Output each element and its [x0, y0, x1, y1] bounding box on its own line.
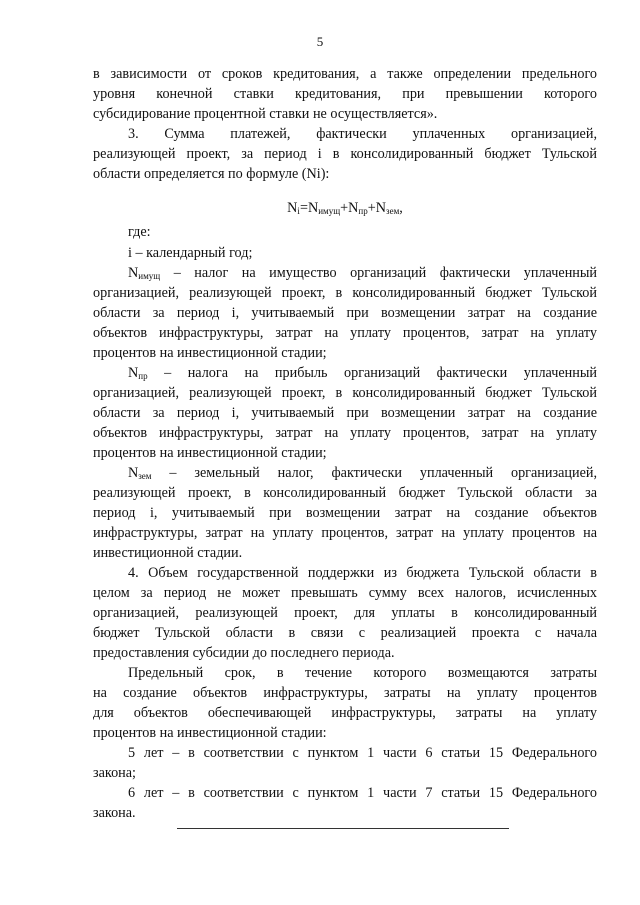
- text-line: инфраструктуры, затрат на уплату процентов, затрат на уплату процентов на: [93, 525, 597, 541]
- text-line: инвестиционной стадии.: [93, 545, 243, 561]
- text-line: 5 лет – в соответствии с пунктом 1 части 6 статьи 15 Федерального: [128, 745, 597, 761]
- text-line: реализующей проект, за период i в консолидированный бюджет Тульской: [93, 146, 597, 162]
- page-number: 5: [316, 34, 324, 49]
- text-line: Предельный срок, в течение которого возмещаются затраты: [128, 665, 597, 681]
- text-line: процентов на инвестиционной стадии;: [93, 345, 327, 361]
- text-line: 4. Объем государственной поддержки из бюджета Тульской области в: [128, 565, 597, 581]
- text-line: $N_{имущ}$ – налог на имущество организаций фактически уплаченный: [128, 265, 598, 281]
- text-line: процентов на инвестиционной стадии:: [93, 725, 327, 741]
- text-line: процентов на инвестиционной стадии;: [93, 445, 327, 461]
- text-line: где:: [128, 224, 151, 240]
- text-line: целом за период не может превышать сумму всех налогов, исчисленных: [93, 585, 597, 601]
- text-line: $N_{зем}$ – земельный налог, фактически уплаченный организацией,: [128, 465, 598, 481]
- text-line: объектов инфраструктуры, затрат на уплату процентов, затрат на уплату: [93, 425, 597, 441]
- text-line: i – календарный год;: [128, 245, 253, 261]
- text-line: предоставления субсидии до последнего периода.: [93, 645, 395, 661]
- text-line: закона;: [93, 765, 136, 781]
- text-line: для объектов обеспечивающей инфраструктуры, затраты на уплату: [93, 705, 597, 721]
- text-line: субсидирование процентной ставки не осуществляется».: [93, 106, 438, 122]
- text-line: организацией, реализующей проект, в консолидированный бюджет Тульской: [93, 285, 597, 301]
- text-line: период i, учитываемый при возмещении затрат на создание объектов: [93, 505, 597, 521]
- text-line: $N_{пр}$ – налога на прибыль организаций фактически уплаченный: [128, 365, 597, 381]
- text-line: организацией, реализующей проект, в консолидированный бюджет Тульской: [93, 385, 597, 401]
- text-line: бюджет Тульской области в связи с реализацией проекта с начала: [93, 625, 597, 641]
- text-line: закона.: [93, 805, 136, 821]
- text-line: области за период i, учитываемый при возмещении затрат на создание: [93, 305, 597, 321]
- end-rule: [177, 828, 509, 829]
- text-line: уровня конечной ставки кредитования, при превышении которого: [93, 86, 597, 102]
- text-line: реализующей проект, в консолидированный бюджет Тульской области за: [93, 485, 597, 501]
- text-line: организацией, реализующей проект, для уплаты в консолидированный: [93, 605, 597, 621]
- formula: $N_i=N_{имущ}+N_{пр}+N_{зем}$,: [287, 200, 403, 216]
- text-line: области за период i, учитываемый при возмещении затрат на создание: [93, 405, 597, 421]
- text-line: в зависимости от сроков кредитования, а также определении предельного: [93, 66, 597, 82]
- text-line: 3. Сумма платежей, фактически уплаченных организацией,: [128, 126, 597, 142]
- text-line: области определяется по формуле (Ni):: [93, 166, 330, 182]
- text-line: на создание объектов инфраструктуры, затраты на уплату процентов: [93, 685, 597, 701]
- text-line: 6 лет – в соответствии с пунктом 1 части 7 статьи 15 Федерального: [128, 785, 597, 801]
- text-line: объектов инфраструктуры, затрат на уплату процентов, затрат на уплату: [93, 325, 597, 341]
